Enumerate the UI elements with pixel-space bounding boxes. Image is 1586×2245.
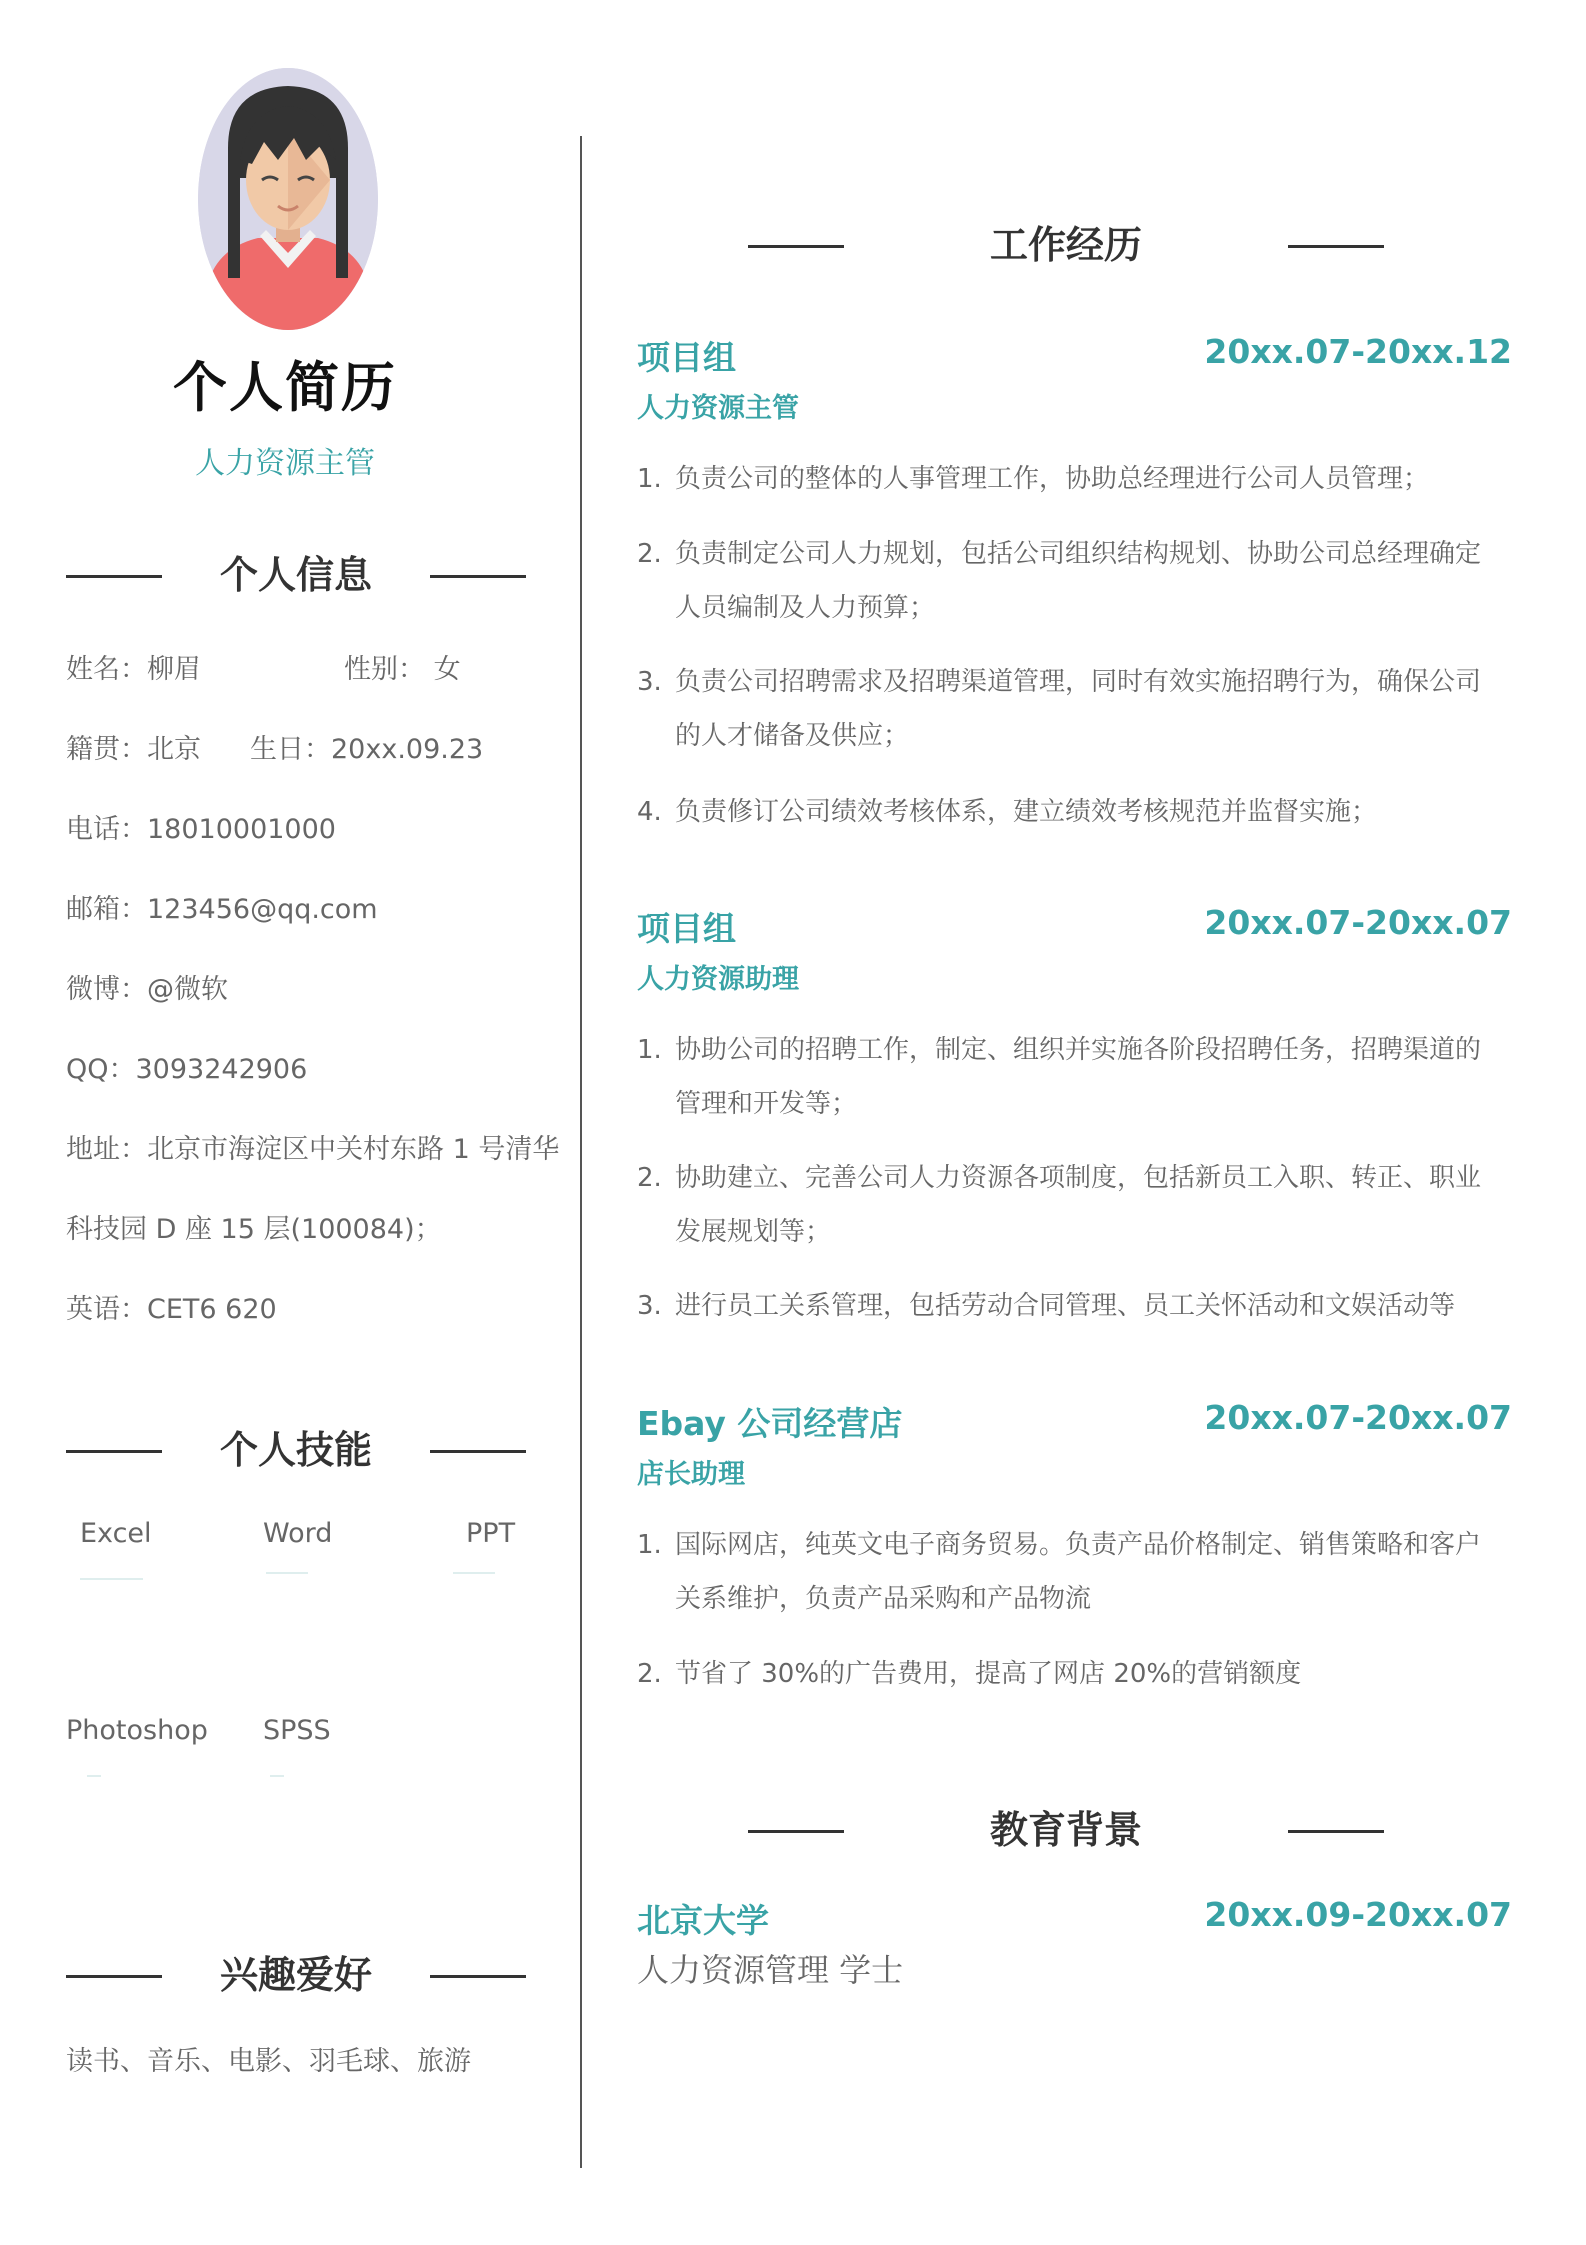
- job-duty: [637, 1151, 1512, 1259]
- job-org: 项目组: [637, 909, 736, 948]
- duty-text: 协助公司的招聘工作，制定、组织并实施各阶段招聘任务，招聘渠道的管理和开发等；: [675, 1035, 1482, 1119]
- skill-ppt-bar: [453, 1572, 495, 1574]
- duty-text: 负责公司招聘需求及招聘渠道管理，同时有效实施招聘行为，确保公司的人才储备及供应；: [675, 667, 1482, 751]
- info-phone: 电话：18010001000: [66, 814, 336, 845]
- info-birthday: 生日：20xx.09.23: [250, 734, 484, 765]
- duty-text: 协助建立、完善公司人力资源各项制度，包括新员工入职、转正、职业发展规划等；: [675, 1163, 1482, 1247]
- info-gender: 性别： 女: [344, 654, 461, 685]
- section-heading-label: 兴趣爱好: [219, 1953, 372, 1997]
- section-heading-work: [748, 215, 1384, 275]
- duty-text: 国际网店，纯英文电子商务贸易。负责产品价格制定、销售策略和客户关系维护，负责产品采购和产品物流: [675, 1530, 1482, 1614]
- job-role: 人力资源助理: [637, 964, 799, 995]
- section-heading-label: 个人技能: [219, 1428, 372, 1472]
- skill-spss-bar: [270, 1775, 284, 1777]
- section-heading-hobbies: [66, 1945, 526, 2005]
- job-duty: [637, 655, 1512, 763]
- info-qq: QQ：3093242906: [66, 1054, 308, 1085]
- section-heading-label: 工作经历: [989, 223, 1142, 267]
- hobbies-text: 读书、音乐、电影、羽毛球、旅游: [66, 2046, 471, 2077]
- duty-text: 节省了 30%的广告费用，提高了网店 20%的营销额度: [675, 1659, 1302, 1689]
- job-org: 项目组: [637, 338, 736, 377]
- skill-ppt: PPT: [466, 1518, 516, 1549]
- duty-number: 1.: [637, 464, 662, 494]
- avatar-girl-icon: [198, 68, 378, 330]
- skill-word-bar: [266, 1572, 308, 1574]
- section-heading-label: 教育背景: [989, 1808, 1142, 1852]
- section-heading-education: [748, 1800, 1384, 1860]
- duty-text: 负责修订公司绩效考核体系，建立绩效考核规范并监督实施；: [675, 797, 1378, 827]
- heading-rule-right: [430, 1450, 526, 1453]
- info-name: 姓名：柳眉: [66, 654, 201, 685]
- column-divider: [580, 136, 582, 2168]
- job-duty: [637, 1279, 1512, 1333]
- info-email: 邮箱：123456@qq.com: [66, 894, 378, 925]
- duty-text: 进行员工关系管理，包括劳动合同管理、员工关怀活动和文娱活动等: [675, 1291, 1456, 1321]
- info-weibo: 微博：@微软: [66, 974, 228, 1005]
- duty-number: 3.: [637, 1291, 662, 1321]
- job-date: 20xx.07-20xx.07: [1204, 903, 1512, 942]
- heading-rule-right: [430, 1975, 526, 1978]
- skill-photoshop-bar: [87, 1775, 101, 1777]
- duty-number: 2.: [637, 539, 662, 569]
- duty-number: 3.: [637, 667, 662, 697]
- job-duty: [637, 785, 1512, 839]
- duty-number: 1.: [637, 1530, 662, 1560]
- job-duty: [637, 527, 1512, 635]
- job-duty: [637, 1647, 1512, 1701]
- heading-rule-right: [1288, 1830, 1384, 1833]
- education-school: 北京大学: [637, 1901, 769, 1940]
- education-detail: 人力资源管理 学士: [637, 1951, 904, 1989]
- section-heading-label: 个人信息: [219, 553, 372, 597]
- job-duty: [637, 1023, 1512, 1131]
- duty-number: 4.: [637, 797, 662, 827]
- resume-job-title: 人力资源主管: [195, 446, 375, 481]
- info-address-line2: 科技园 D 座 15 层(100084)；: [66, 1214, 442, 1245]
- info-address-line1: 地址：北京市海淀区中关村东路 1 号清华: [66, 1134, 560, 1165]
- section-heading-skills: [66, 1420, 526, 1480]
- skill-photoshop: Photoshop: [66, 1715, 208, 1746]
- heading-rule-right: [430, 575, 526, 578]
- duty-text: 负责公司的整体的人事管理工作，协助总经理进行公司人员管理；: [675, 464, 1430, 494]
- heading-rule-right: [1288, 245, 1384, 248]
- job-duty: [637, 452, 1512, 506]
- job-org: Ebay 公司经营店: [637, 1404, 903, 1443]
- section-heading-personal-info: [66, 545, 526, 605]
- job-role: 人力资源主管: [637, 393, 799, 424]
- duty-number: 1.: [637, 1035, 662, 1065]
- job-date: 20xx.07-20xx.12: [1204, 332, 1512, 371]
- job-role: 店长助理: [637, 1459, 745, 1490]
- info-native-place: 籍贯：北京: [66, 734, 201, 765]
- duty-text: 负责制定公司人力规划，包括公司组织结构规划、协助公司总经理确定人员编制及人力预算；: [675, 539, 1482, 623]
- duty-number: 2.: [637, 1659, 662, 1689]
- resume-title: 个人简历: [173, 356, 397, 419]
- job-date: 20xx.07-20xx.07: [1204, 1398, 1512, 1437]
- skill-word: Word: [263, 1518, 333, 1549]
- education-date: 20xx.09-20xx.07: [1204, 1895, 1512, 1934]
- skill-excel: Excel: [80, 1518, 152, 1549]
- job-duty: [637, 1518, 1512, 1626]
- info-english: 英语：CET6 620: [66, 1294, 277, 1325]
- skill-excel-bar: [80, 1578, 143, 1580]
- duty-number: 2.: [637, 1163, 662, 1193]
- skill-spss: SPSS: [263, 1715, 331, 1746]
